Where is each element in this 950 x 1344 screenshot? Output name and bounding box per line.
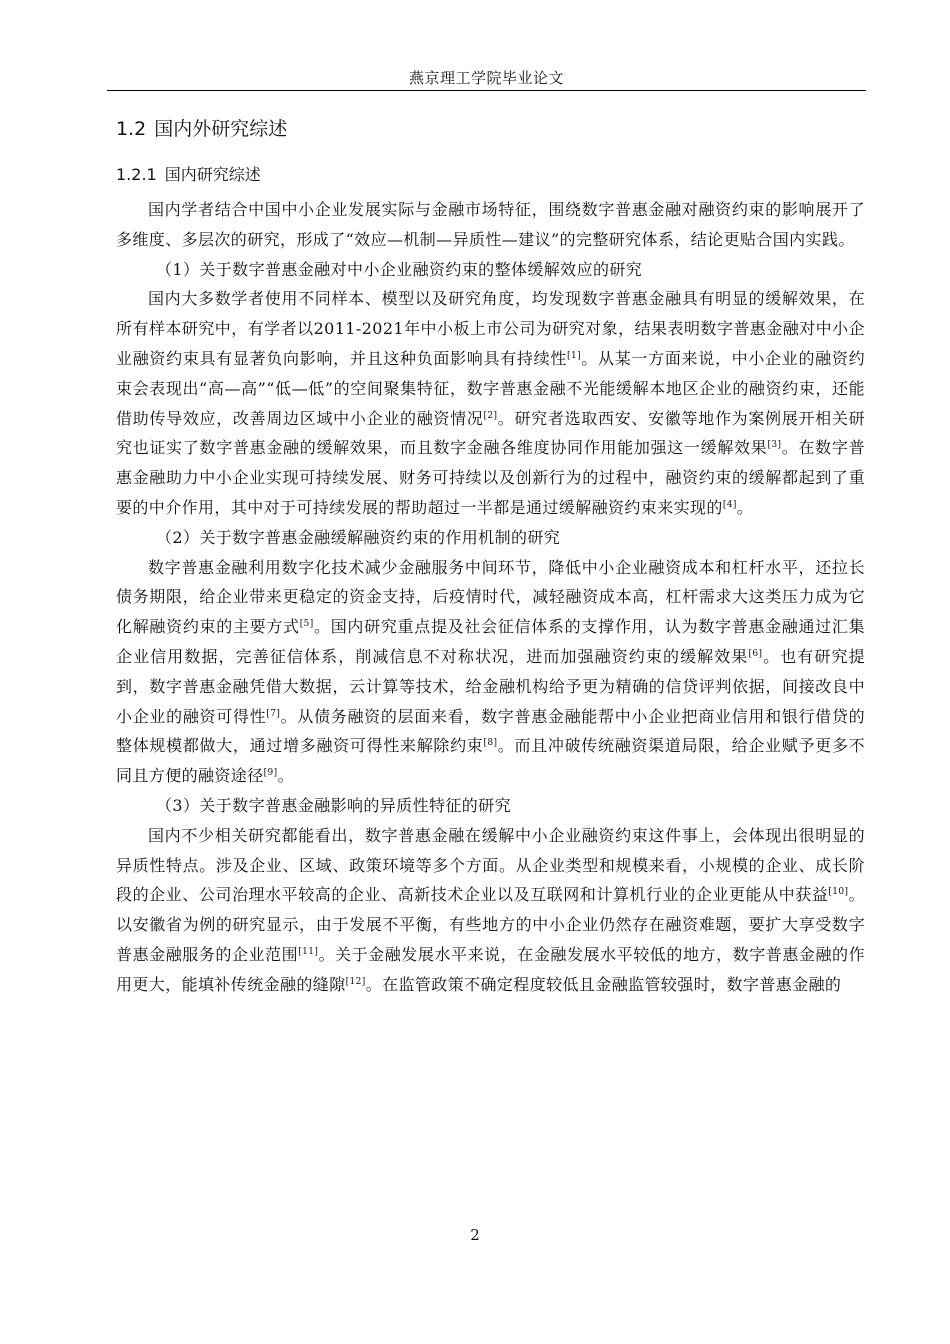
text-span: 。关于金融发展水平来说，在金融发展水平较低的地方，数字普惠金融的作用更大，能填补传统金融的缝隙 — [116, 944, 865, 994]
page-number: 2 — [470, 1226, 480, 1244]
subsection-title: 国内研究综述 — [164, 165, 261, 184]
document-body — [116, 114, 865, 1000]
text-span: 。也有研究提到，数字普惠金融凭借大数据，云计算等技术，给金融机构给予更为精确的信贷评判依据，间接改良中小企业的融资可得性 — [116, 646, 865, 726]
citation-11: [11] — [298, 946, 319, 957]
citation-4: [4] — [722, 499, 737, 510]
topic-heading-3: （3）关于数字普惠金融影响的异质性特征的研究 — [156, 795, 511, 815]
paragraph-3 — [116, 821, 865, 1000]
text-span: 。而且冲破传统融资渠道局限，给企业赋予更多不同且方便的融资途径 — [116, 736, 865, 786]
citation-9: [9] — [263, 768, 278, 779]
text-span: 。以安徽省为例的研究显示，由于发展不平衡，有些地方的中小企业仍然存在融资难题，要扩大享受数字普惠金融服务的企业范围 — [116, 885, 866, 964]
section-number: 1.2 — [116, 118, 147, 140]
text-span: 。 — [736, 497, 754, 517]
page-header: 燕京理工学院毕业论文 — [408, 69, 564, 87]
text-span: 。从某一方面来说，中小企业的融资约束会表现出“高—高”“低—低”的空间聚集特征，数字普惠金融不光能缓解本地区企业的融资约束，还能借助传导效应，改善周边区域中小企业的融资情况 — [116, 348, 865, 428]
subsection-number: 1.2.1 — [116, 165, 157, 184]
text-span: 。研究者选取西安、安徽等地作为案例展开相关研究也证实了数字普惠金融的缓解效果，而且数字金融各维度协同作用能加强这一缓解效果 — [116, 408, 865, 458]
text-span: 。 — [277, 766, 294, 786]
citation-12: [12] — [345, 976, 366, 987]
paragraph-1 — [116, 284, 865, 522]
text-span: 。在数字普惠金融助力中小企业实现可持续发展、财务可持续以及创新行为的过程中，融资约束的缓解都起到了重要的中介作用，其中对于可持续发展的帮助超过一半都是通过缓解融资约束来实现的 — [116, 438, 865, 517]
subsection-heading — [116, 162, 865, 188]
section-title: 国内外研究综述 — [154, 118, 288, 140]
text-span: 。国内研究重点提及社会征信体系的支撑作用，认为数字普惠金融通过汇集企业信用数据，完善征信体系，削减信息不对称状况，进而加强融资约束的缓解效果 — [116, 617, 865, 666]
paragraph-2 — [116, 553, 865, 791]
header-rule — [107, 90, 866, 91]
text-span: 。从债务融资的层面来看，数字普惠金融能帮中小企业把商业信用和银行借贷的整体规模都做大，通过增多融资可得性来解除约束 — [116, 706, 865, 756]
citation-7: [7] — [266, 708, 281, 719]
section-heading — [116, 114, 865, 144]
citation-3: [3] — [767, 440, 782, 451]
text-span: 。在监管政策不确定程度较低且金融监管较强时，数字普惠金融的 — [365, 974, 842, 994]
text-span: 国内不少相关研究都能看出，数字普惠金融在缓解中小企业融资约束这件事上，会体现出很明显的异质性特点。涉及企业、区域、政策环境等多个方面。从企业类型和规模来看，小规模的企业、成长阶段的企业、公司治理水平较高的企业、高新技术企业以及互联网和计算机行业的企业更能从中获益 — [116, 825, 865, 905]
citation-1: [1] — [567, 350, 581, 361]
citation-8: [8] — [483, 738, 498, 749]
citation-6: [6] — [748, 648, 763, 659]
citation-5: [5] — [299, 619, 314, 630]
topic-heading-2: （2）关于数字普惠金融缓解融资约束的作用机制的研究 — [156, 527, 561, 547]
text-span: 数字普惠金融利用数字化技术减少金融服务中间环节，降低中小企业融资成本和杠杆水平，还拉长债务期限，给企业带来更稳定的资金支持，后疫情时代，减轻融资成本高，杠杆需求大这类压力成为它化解融资约束的主要方式 — [116, 557, 865, 637]
text-span: 国内大多数学者使用不同样本、模型以及研究角度，均发现数字普惠金融具有明显的缓解效果，在所有样本研究中，有学者以2011-2021年中小板上市公司为研究对象，结果表明数字普惠金融对中小企业融资约束具有显著负向影响，并且这种负面影响具有持续性 — [116, 289, 865, 368]
topic-heading-1: （1）关于数字普惠金融对中小企业融资约束的整体缓解效应的研究 — [156, 259, 643, 279]
citation-2: [2] — [483, 410, 498, 421]
citation-10: [10] — [828, 887, 849, 898]
intro-paragraph: 国内学者结合中国中小企业发展实际与金融市场特征，围绕数字普惠金融对融资约束的影响展开了多维度、多层次的研究，形成了“效应—机制—异质性—建议”的完整研究体系，结论更贴合国内实践。 — [116, 200, 865, 249]
